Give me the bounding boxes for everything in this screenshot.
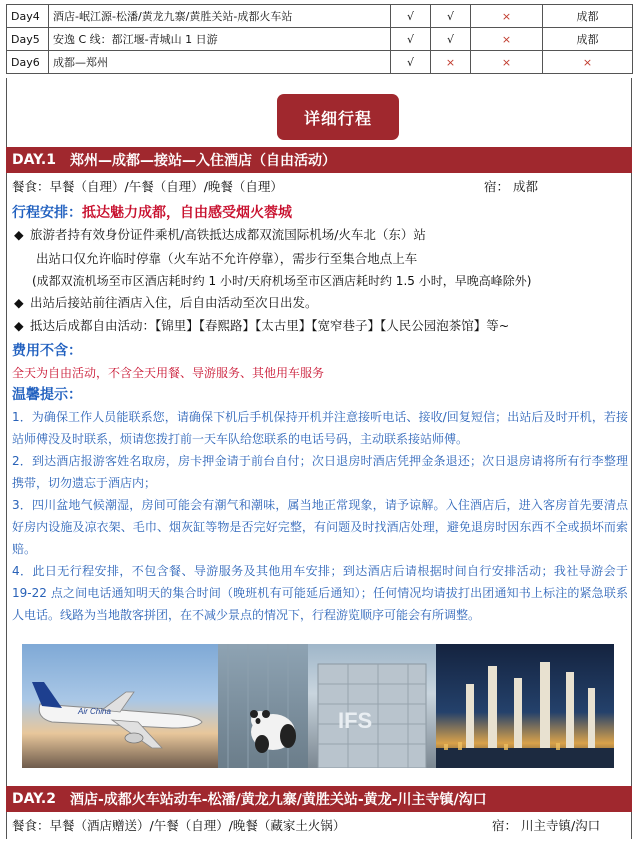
schedule-breakfast-mark: √ xyxy=(391,28,431,51)
schedule-stay: 成都 xyxy=(543,5,633,28)
tip-item: 4．此日无行程安排，不包含餐、导游服务及其他用车安排；到达酒店后请根据时间自行安排活动；我社导游会于 19-22 点之间电话通知明天的集合时间（晚班机有可能延后通知）；任何情况均请拔打出团通知书上标注的紧急联系人电话。线路为当地散客拼团，在不减少景点的情况下，行程游览顺序可能会有所调整。 xyxy=(12,564,628,622)
day1-meals-row xyxy=(12,176,630,196)
schedule-row xyxy=(7,28,633,51)
schedule-route: 成都—郑州 xyxy=(49,51,391,74)
bullet-arrival xyxy=(14,225,426,245)
bullet-checkin-text: 出站后接站前往酒店入住，后自由活动至次日出发。 xyxy=(30,295,318,310)
airplane-photo xyxy=(22,644,218,768)
bullet-diamond-icon: ◆ xyxy=(14,295,24,310)
building-icon xyxy=(308,644,436,768)
itinerary-highlight: 抵达魅力成都，自由感受烟火蓉城 xyxy=(82,205,292,221)
day1-hotel: 宿： 成都 xyxy=(484,179,538,194)
bullet-arrival-line3: (成都双流机场至市区酒店耗时约 1 小时/天府机场至市区酒店耗时约 1.5 小时，早晚高峰除外) xyxy=(32,274,532,288)
day2-meals: 餐食：早餐（酒店赠送）/午餐（自理）/晚餐（藏家土火锅） xyxy=(12,818,346,833)
schedule-day: Day4 xyxy=(7,5,49,28)
schedule-lunch-mark: √ xyxy=(431,5,471,28)
day2-title: 酒店-成都火车站动车-松潘/黄龙九寨/黄胜关站-黄龙-川主寺镇/沟口 xyxy=(70,792,487,808)
tip-item: 3．四川盆地气候潮湿，房间可能会有潮气和潮味，属当地正常现象，请予谅解。入住酒店后，进入客房首先要清点好房内设施及凉衣架、毛巾、烟灰缸等物是否完好完整，有问题及时找酒店处理，避免退房时因东西不全或损坏而索赔。 xyxy=(12,498,628,556)
schedule-dinner-mark: × xyxy=(471,51,543,74)
schedule-dinner-mark: × xyxy=(471,5,543,28)
schedule-route: 安逸 C 线：都江堰-青城山 1 日游 xyxy=(49,28,391,51)
photo-strip xyxy=(22,644,614,768)
ifs-label: IFS xyxy=(338,708,373,733)
detail-itinerary-button[interactable]: 详细行程 xyxy=(277,94,399,140)
day1-number: DAY.1 xyxy=(12,152,56,168)
skyline-icon xyxy=(436,644,614,768)
tip-item: 1．为确保工作人员能联系您，请确保下机后手机保持开机并注意接听电话、接收/回复短信；出站后及时开机，若接站师傅没及时联系，烦请您拨打前一天车队给您联系的电话号码，主动联系接站师傅。 xyxy=(12,410,628,446)
schedule-day: Day5 xyxy=(7,28,49,51)
panda-icon xyxy=(218,644,308,768)
schedule-route: 酒店-岷江源-松潘/黄龙九寨/黄胜关站-成都火车站 xyxy=(49,5,391,28)
schedule-row xyxy=(7,51,633,74)
airline-label: Air China xyxy=(78,707,111,716)
city-skyline-photo xyxy=(436,644,614,768)
schedule-lunch-mark: √ xyxy=(431,28,471,51)
schedule-table xyxy=(6,4,633,74)
tip-item: 2．到达酒店报游客姓名取房，房卡押金请于前台自付；次日退房时酒店凭押金条退还；次日退房请将所有行李整理携带，切勿遗忘于酒店内； xyxy=(12,454,628,490)
schedule-stay: × xyxy=(543,51,633,74)
bullet-diamond-icon: ◆ xyxy=(14,227,24,242)
bullet-free-activity-text: 抵达后成都自由活动：【锦里】【春熙路】【太古里】【宽窄巷子】【人民公园泡茶馆】等~ xyxy=(30,318,510,333)
airplane-icon xyxy=(22,644,218,768)
itinerary-heading xyxy=(12,202,292,222)
schedule-dinner-mark: × xyxy=(471,28,543,51)
day1-title: 郑州—成都—接站—入住酒店（自由活动） xyxy=(70,153,336,169)
excluded-text: 全天为自由活动，不含全天用餐、导游服务、其他用车服务 xyxy=(12,366,325,380)
itinerary-label: 行程安排： xyxy=(12,205,82,221)
schedule-day: Day6 xyxy=(7,51,49,74)
tips-list xyxy=(12,406,628,626)
bullet-checkin xyxy=(14,293,318,313)
day2-number: DAY.2 xyxy=(12,791,56,807)
day1-meals: 餐食：早餐（自理）/午餐（自理）/晚餐（自理） xyxy=(12,179,283,194)
excluded-heading: 费用不含： xyxy=(12,343,82,359)
ifs-building-photo xyxy=(308,644,436,768)
bullet-free-activity xyxy=(14,316,509,336)
schedule-stay: 成都 xyxy=(543,28,633,51)
day1-header xyxy=(6,147,632,173)
tips-heading: 温馨提示： xyxy=(12,387,82,403)
day2-meals-row xyxy=(12,815,630,835)
day2-hotel: 宿： 川主寺镇/沟口 xyxy=(492,818,601,833)
schedule-breakfast-mark: √ xyxy=(391,5,431,28)
bullet-diamond-icon: ◆ xyxy=(14,318,24,333)
bullet-arrival-line2: 出站口仅允许临时停靠（火车站不允许停靠），需步行至集合地点上车 xyxy=(36,251,418,266)
day2-header xyxy=(6,786,632,812)
bullet-arrival-line1: 旅游者持有效身份证件乘机/高铁抵达成都双流国际机场/火车北（东）站 xyxy=(30,227,426,242)
panda-building-photo xyxy=(218,644,308,768)
schedule-lunch-mark: × xyxy=(431,51,471,74)
schedule-row xyxy=(7,5,633,28)
schedule-breakfast-mark: √ xyxy=(391,51,431,74)
